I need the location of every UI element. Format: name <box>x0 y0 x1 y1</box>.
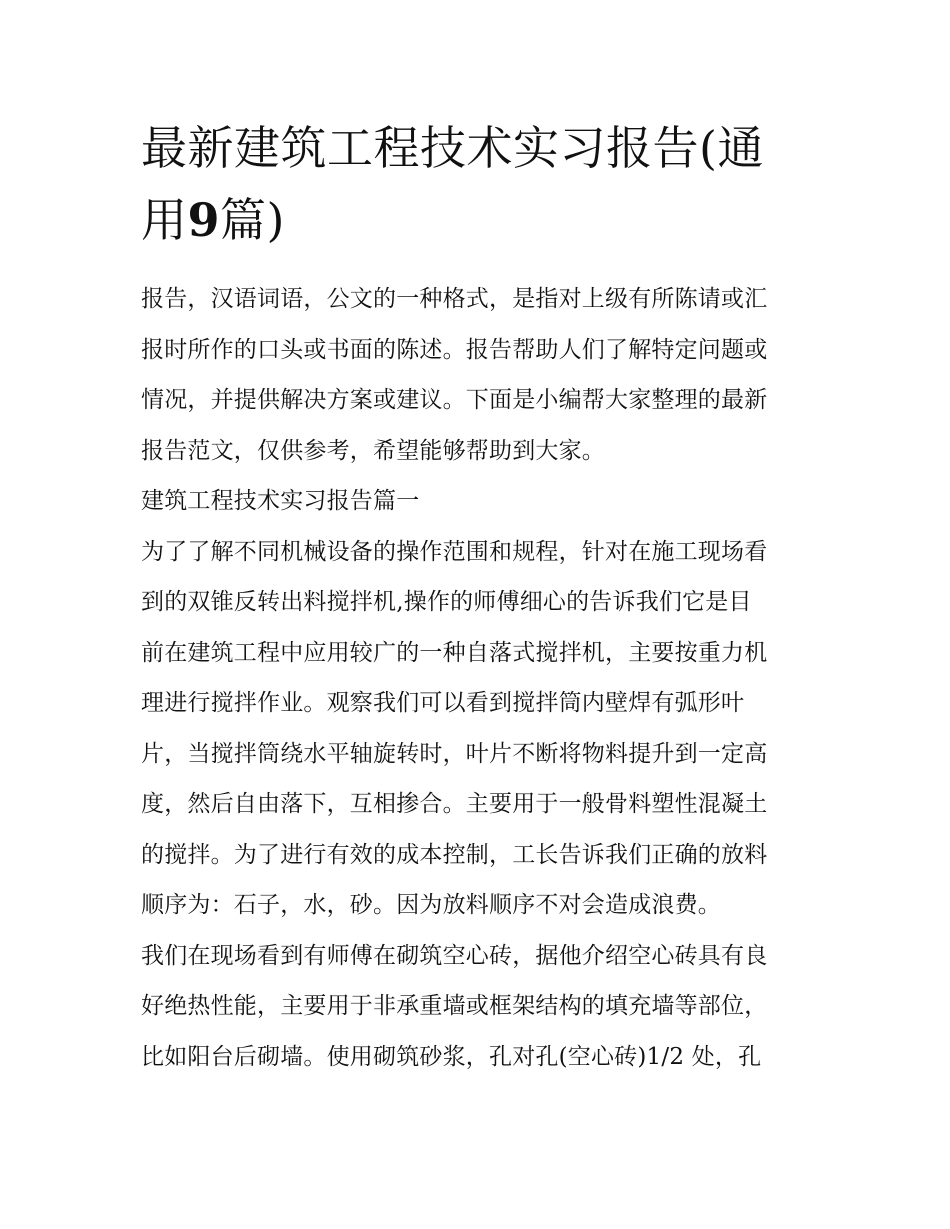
text-line: 比如阳台后砌墙。使用砌筑砂浆，孔对孔(空心砖)1/2 处，孔 <box>141 1043 762 1070</box>
title-line-2-number: 9 <box>187 193 221 247</box>
text-line: 片，当搅拌筒绕水平轴旋转时，叶片不断将物料提升到一定高 <box>141 740 768 767</box>
text-line: 顺序为：石子，水，砂。因为放料顺序不对会造成浪费。 <box>141 892 721 918</box>
title-line-2 <box>141 184 813 256</box>
title-line-2-suffix: 篇) <box>220 193 285 247</box>
text-line: 报告，汉语词语，公文的一种格式，是指对上级有所陈请或汇 <box>141 286 768 312</box>
title-line-2-prefix: 用 <box>141 193 188 247</box>
text-line: 度，然后自由落下，互相掺合。主要用于一般骨料塑性混凝土 <box>141 791 768 817</box>
document-content <box>141 112 813 1082</box>
text-line: 报时所作的口头或书面的陈述。报告帮助人们了解特定问题或 <box>141 336 768 363</box>
text-line: 理进行搅拌作业。观察我们可以看到搅拌筒内壁焊有弧形叶 <box>141 690 745 716</box>
text-line: 好绝热性能，主要用于非承重墙或框架结构的填充墙等部位， <box>141 993 768 1019</box>
section-heading: 建筑工程技术实习报告篇一 <box>141 488 420 514</box>
text-line: 报告范文，仅供参考，希望能够帮助到大家。 <box>141 437 605 464</box>
text-line: 前在建筑工程中应用较广的一种自落式搅拌机，主要按重力机 <box>141 639 768 666</box>
text-line: 到的双锥反转出料搅拌机,操作的师傅细心的告诉我们它是目 <box>141 589 752 615</box>
text-line: 为了了解不同机械设备的操作范围和规程，针对在施工现场看 <box>141 538 768 565</box>
title-line-1: 最新建筑工程技术实习报告(通 <box>141 121 764 175</box>
document-title <box>141 112 813 256</box>
text-line: 情况，并提供解决方案或建议。下面是小编帮大家整理的最新 <box>141 387 768 413</box>
document-body <box>141 274 813 1082</box>
text-line: 我们在现场看到有师傅在砌筑空心砖，据他介绍空心砖具有良 <box>141 942 768 969</box>
text-line: 的搅拌。为了进行有效的成本控制，工长告诉我们正确的放料 <box>141 841 768 868</box>
